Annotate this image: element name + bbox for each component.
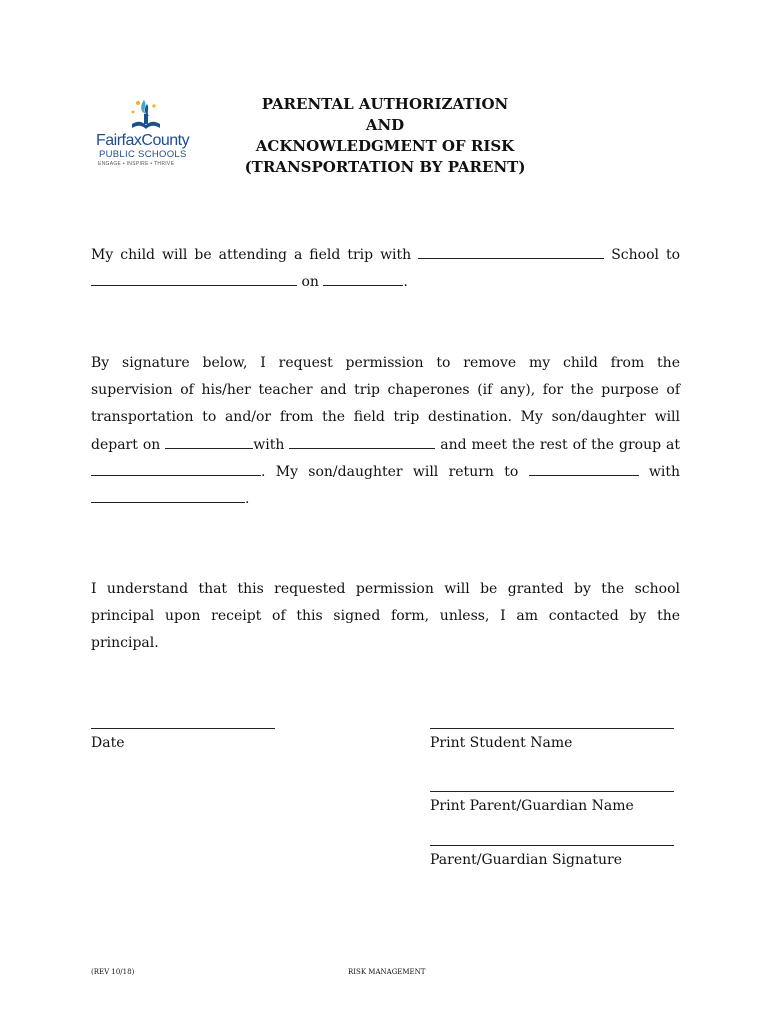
permission-line-4 [91,432,680,459]
torch-book-icon [128,98,164,132]
depart-date-blank[interactable] [165,434,253,449]
permission-line-1: By signature below, I request permission to remove my child from the [91,355,680,371]
school-name-blank[interactable] [418,244,604,259]
meeting-place-blank[interactable] [91,461,261,476]
form-title [215,94,555,178]
title-line-3: ACKNOWLEDGMENT OF RISK [255,137,515,155]
depart-with-blank[interactable] [289,434,435,449]
destination-blank[interactable] [91,271,297,286]
ack-line-3: principal. [91,635,159,652]
field-trip-line-1 [91,242,680,269]
title-line-1: PARENTAL AUTHORIZATION [261,95,509,113]
ack-line-1: I understand that this requested permission will be granted by the school [91,581,680,597]
text-meet-group: and meet the rest of the group at [440,436,680,453]
return-to-blank[interactable] [529,461,639,476]
student-name-line[interactable] [430,728,674,729]
permission-paragraph [91,350,680,513]
text-return-with: with [648,463,681,480]
permission-line-2: supervision of his/her teacher and trip chaperones (if any), for the purpose of [91,382,680,399]
logo-tagline: ENGAGE • INSPIRE • THRIVE [98,161,175,167]
text-on: on [301,274,319,291]
date-signature-block [91,728,275,751]
text-end-period: . [245,490,250,507]
permission-line-6 [91,486,680,513]
parent-name-label: Print Parent/Guardian Name [430,798,634,814]
parent-signature-block [430,845,674,868]
trip-date-blank[interactable] [323,271,403,286]
text-depart-on: depart on [91,436,161,453]
fcps-logo [96,98,196,170]
logo-name-line2: PUBLIC SCHOOLS [99,149,187,160]
student-name-block [430,728,674,751]
title-line-2: AND [365,116,405,134]
text-return-to: . My son/daughter will return to [261,463,519,480]
parent-signature-label: Parent/Guardian Signature [430,852,622,868]
parent-signature-line[interactable] [430,845,674,846]
text-period: . [403,274,408,291]
title-line-4: (TRANSPORTATION BY PARENT) [244,158,526,176]
return-with-blank[interactable] [91,488,245,503]
parent-name-block [430,791,674,814]
permission-line-3: transportation to and/or from the field trip destination. My son/daughter will [91,409,680,426]
text-school-to: School to [611,247,681,263]
logo-name-line1: FairfaxCounty [96,132,190,149]
parent-name-line[interactable] [430,791,674,792]
ack-line-2: principal upon receipt of this signed form, unless, I am contacted by the [91,608,680,625]
date-label: Date [91,735,125,751]
text-with: with [253,436,285,453]
student-name-label: Print Student Name [430,735,573,751]
acknowledgment-paragraph [91,576,680,658]
date-line[interactable] [91,728,275,729]
field-trip-paragraph [91,242,680,296]
field-trip-line-2 [91,269,680,296]
department-footer: RISK MANAGEMENT [348,968,426,976]
revision-footer: (REV 10/18) [91,968,135,976]
text-field-trip-with: My child will be attending a field trip with [91,247,412,263]
permission-line-5 [91,459,680,486]
